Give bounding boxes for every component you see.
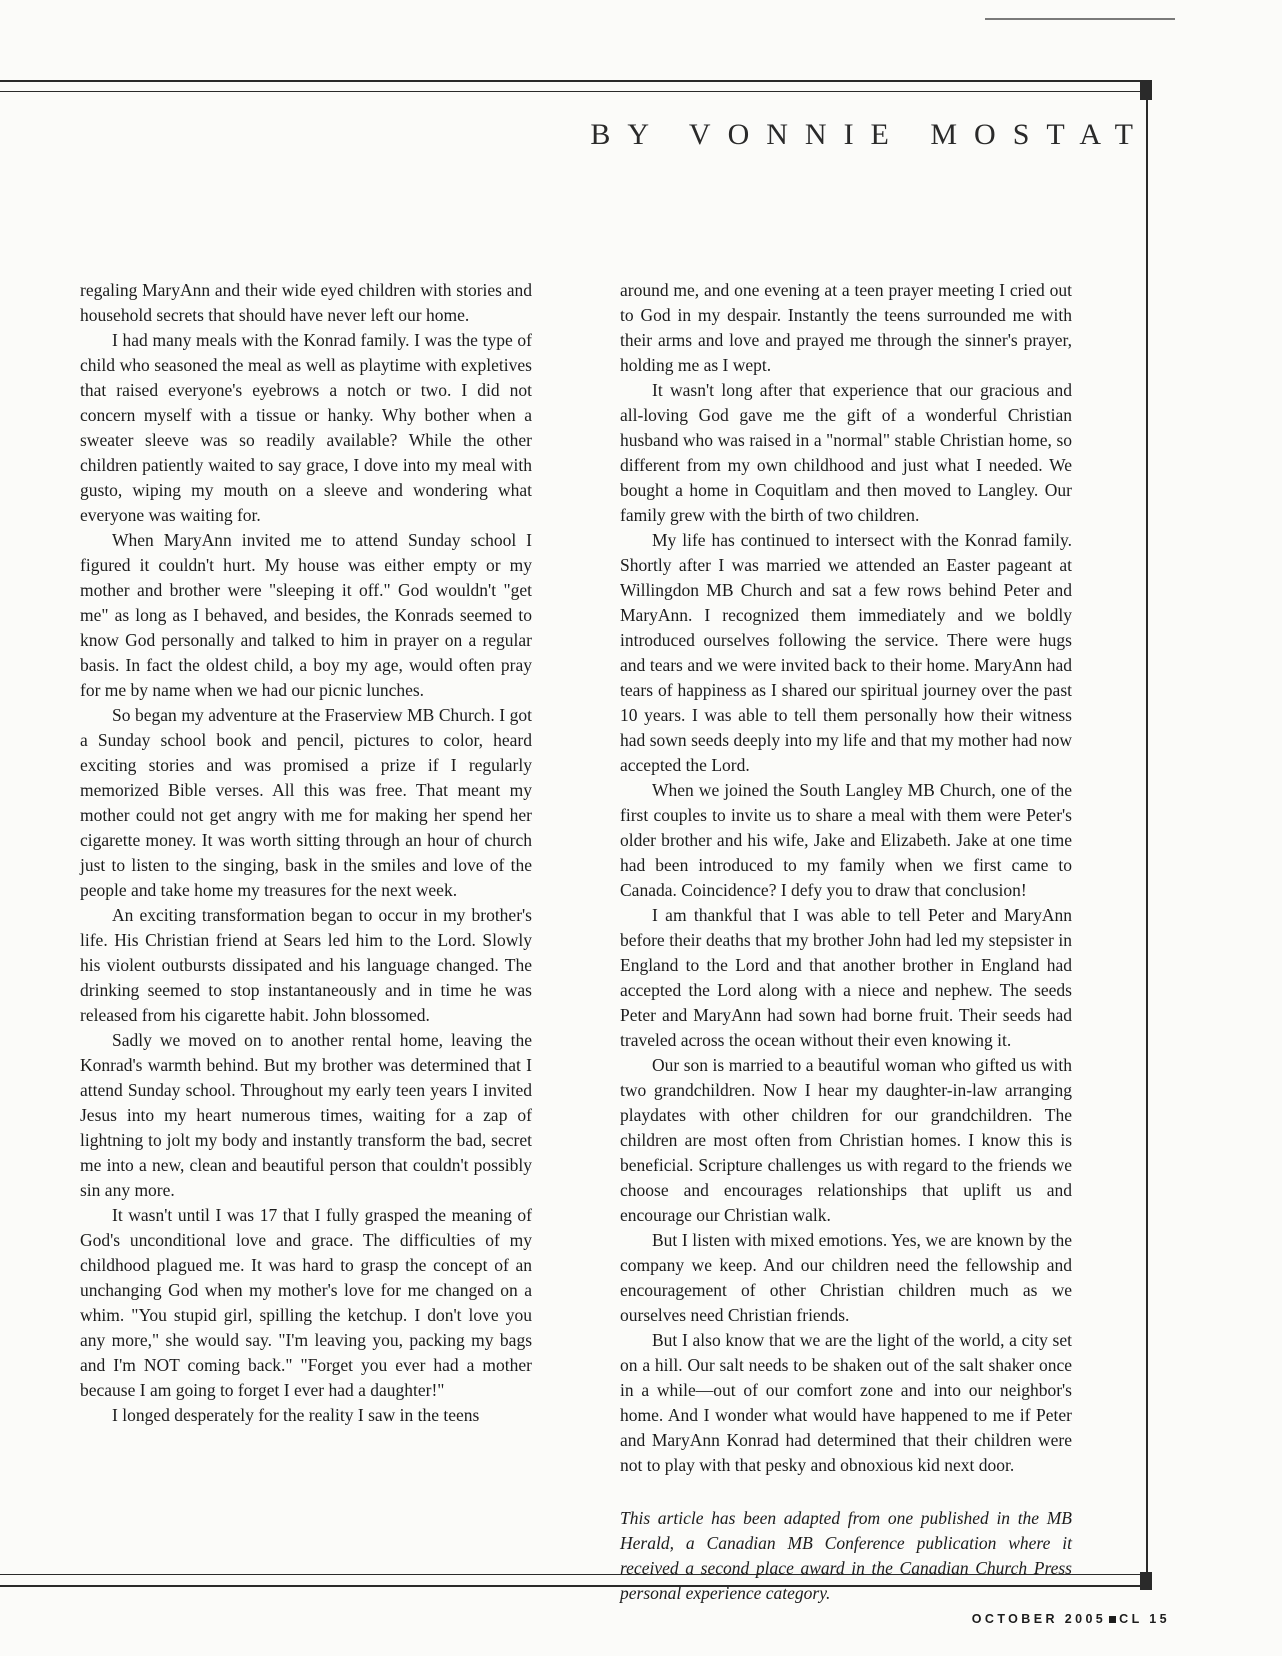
paragraph: Our son is married to a beautiful woman who gifted us with two grandchildren. Now I hear my daughter-in-law arranging playdates with other children for our grandchildren. The children are most often from Christian homes. I know this is beneficial. Scripture challenges us with regard to the friends we choose and encourages relationships that uplift us and encourage our Christian walk. [620,1055,1072,1225]
paragraph: I longed desperately for the reality I saw in the teens [112,1405,480,1425]
paragraph: When MaryAnn invited me to attend Sunday school I figured it couldn't hurt. My house was either empty or my mother and brother were "sleeping it off." God wouldn't "get me" as long as I behaved, and besides, the Konrads seemed to know God personally and talked to him in prayer on a regular basis. In fact the oldest child, a boy my age, would often pray for me by name when we had our picnic lunches. [80,530,532,700]
paragraph: Sadly we moved on to another rental home, leaving the Konrad's warmth behind. But my brother was determined that I attend Sunday school. Throughout my early teen years I invited Jesus into my heart numerous times, waiting for a zap of lightning to jolt my body and instantly transform the bad, secret me into a new, clean and beautiful person that couldn't possibly sin any more. [80,1030,532,1200]
paragraph: It wasn't long after that experience that our gracious and all-loving God gave me the gift of a wonderful Christian husband who was raised in a "normal" stable Christian home, so different from my own childhood and just what I needed. We bought a home in Coquitlam and then moved to Langley. Our family grew with the birth of two children. [620,380,1072,525]
editor-note: This article has been adapted from one published in the MB Herald, a Canadian MB Conference publication where it received a second place award in the Canadian Church Press personal experience category. [620,1508,1072,1603]
page-folio [972,1612,1170,1626]
paragraph: But I listen with mixed emotions. Yes, we are known by the company we keep. And our children need the fellowship and encouragement of other Christian children much as we ourselves need Christian friends. [620,1230,1072,1325]
byline: BY VONNIE MOSTAT [590,118,1150,151]
issue-date: OCTOBER 2005 [971,1612,1107,1626]
frame-right-bottom-bar [1140,1572,1152,1590]
paragraph: So began my adventure at the Fraserview MB Church. I got a Sunday school book and pencil, pictures to color, heard exciting stories and was promised a prize if I regularly memorized Bible verses. All this was free. That meant my mother could not get angry with me for making her spend her cigarette money. It was worth sitting through an hour of church just to listen to the singing, bask in the smiles and love of the people and take home my treasures for the next week. [80,705,532,900]
header-rule-thick [0,80,1152,82]
paragraph: An exciting transformation began to occur in my brother's life. His Christian friend at Sears led him to the Lord. Slowly his violent outbursts dissipated and his language changed. The drinking seemed to stop instantaneously and in time he was released from his cigarette habit. John blossomed. [80,905,532,1025]
frame-right-line [1146,92,1148,1587]
magazine-abbrev: CL [1119,1612,1143,1626]
paragraph: around me, and one evening at a teen prayer meeting I cried out to God in my despair. Instantly the teens surrounded me with their arms and love and prayed me through the sinner's prayer, holding me as I wept. [620,280,1072,375]
paragraph: I am thankful that I was able to tell Peter and MaryAnn before their deaths that my brother John had led my stepsister in England to the Lord and that another brother in England had accepted the Lord along with a niece and nephew. The seeds Peter and MaryAnn had sown had borne fruit. Their seeds had traveled across the ocean without their even knowing it. [620,905,1072,1050]
paragraph: But I also know that we are the light of the world, a city set on a hill. Our salt needs to be shaken out of the salt shaker once in a while—out of our comfort zone and into our neighbor's home. And I wonder what would have happened to me if Peter and MaryAnn Konrad had determined that their children were not to play with that pesky and obnoxious kid next door. [620,1330,1072,1475]
top-right-corner-rule [985,18,1175,20]
left-column [80,278,532,1428]
paragraph: My life has continued to intersect with the Konrad family. Shortly after I was married we attended an Easter pageant at Willingdon MB Church and sat a few rows behind Peter and MaryAnn. I recognized them immediately and we boldly introduced ourselves following the service. There were hugs and tears and we were invited back to their home. MaryAnn had tears of happiness as I shared our spiritual journey over the past 10 years. I was able to tell them personally how their witness had sown seeds deeply into my life and that my mother had now accepted the Lord. [620,530,1072,775]
paragraph: It wasn't until I was 17 that I fully grasped the meaning of God's unconditional love and grace. The difficulties of my childhood plagued me. It was hard to grasp the concept of an unchanging God when my mother's love for me changed on a whim. "You stupid girl, spilling the ketchup. I don't love you any more," she would say. "I'm leaving you, packing my bags and I'm NOT coming back." "Forget you ever had a mother because I am going to forget I ever had a daughter!" [80,1205,532,1400]
paragraph: I had many meals with the Konrad family. I was the type of child who seasoned the meal as well as playtime with expletives that raised everyone's eyebrows a notch or two. I did not concern myself with a tissue or hanky. Why bother when a sweater sleeve was so readily available? While the other children patiently waited to say grace, I dove into my meal with gusto, wiping my mouth on a sleeve and wondering what everyone was waiting for. [80,330,532,525]
header-rule-thin [0,91,1140,92]
paragraph: regaling MaryAnn and their wide eyed children with stories and household secrets that should have never left our home. [80,280,532,325]
page-number: 15 [1149,1612,1170,1626]
right-column [620,278,1072,1606]
square-bullet-icon [1109,1616,1116,1623]
paragraph: When we joined the South Langley MB Church, one of the first couples to invite us to share a meal with them were Peter's older brother and his wife, Jake and Elizabeth. Jake at one time had been introduced to my family when we first came to Canada. Coincidence? I defy you to draw that conclusion! [620,780,1072,900]
